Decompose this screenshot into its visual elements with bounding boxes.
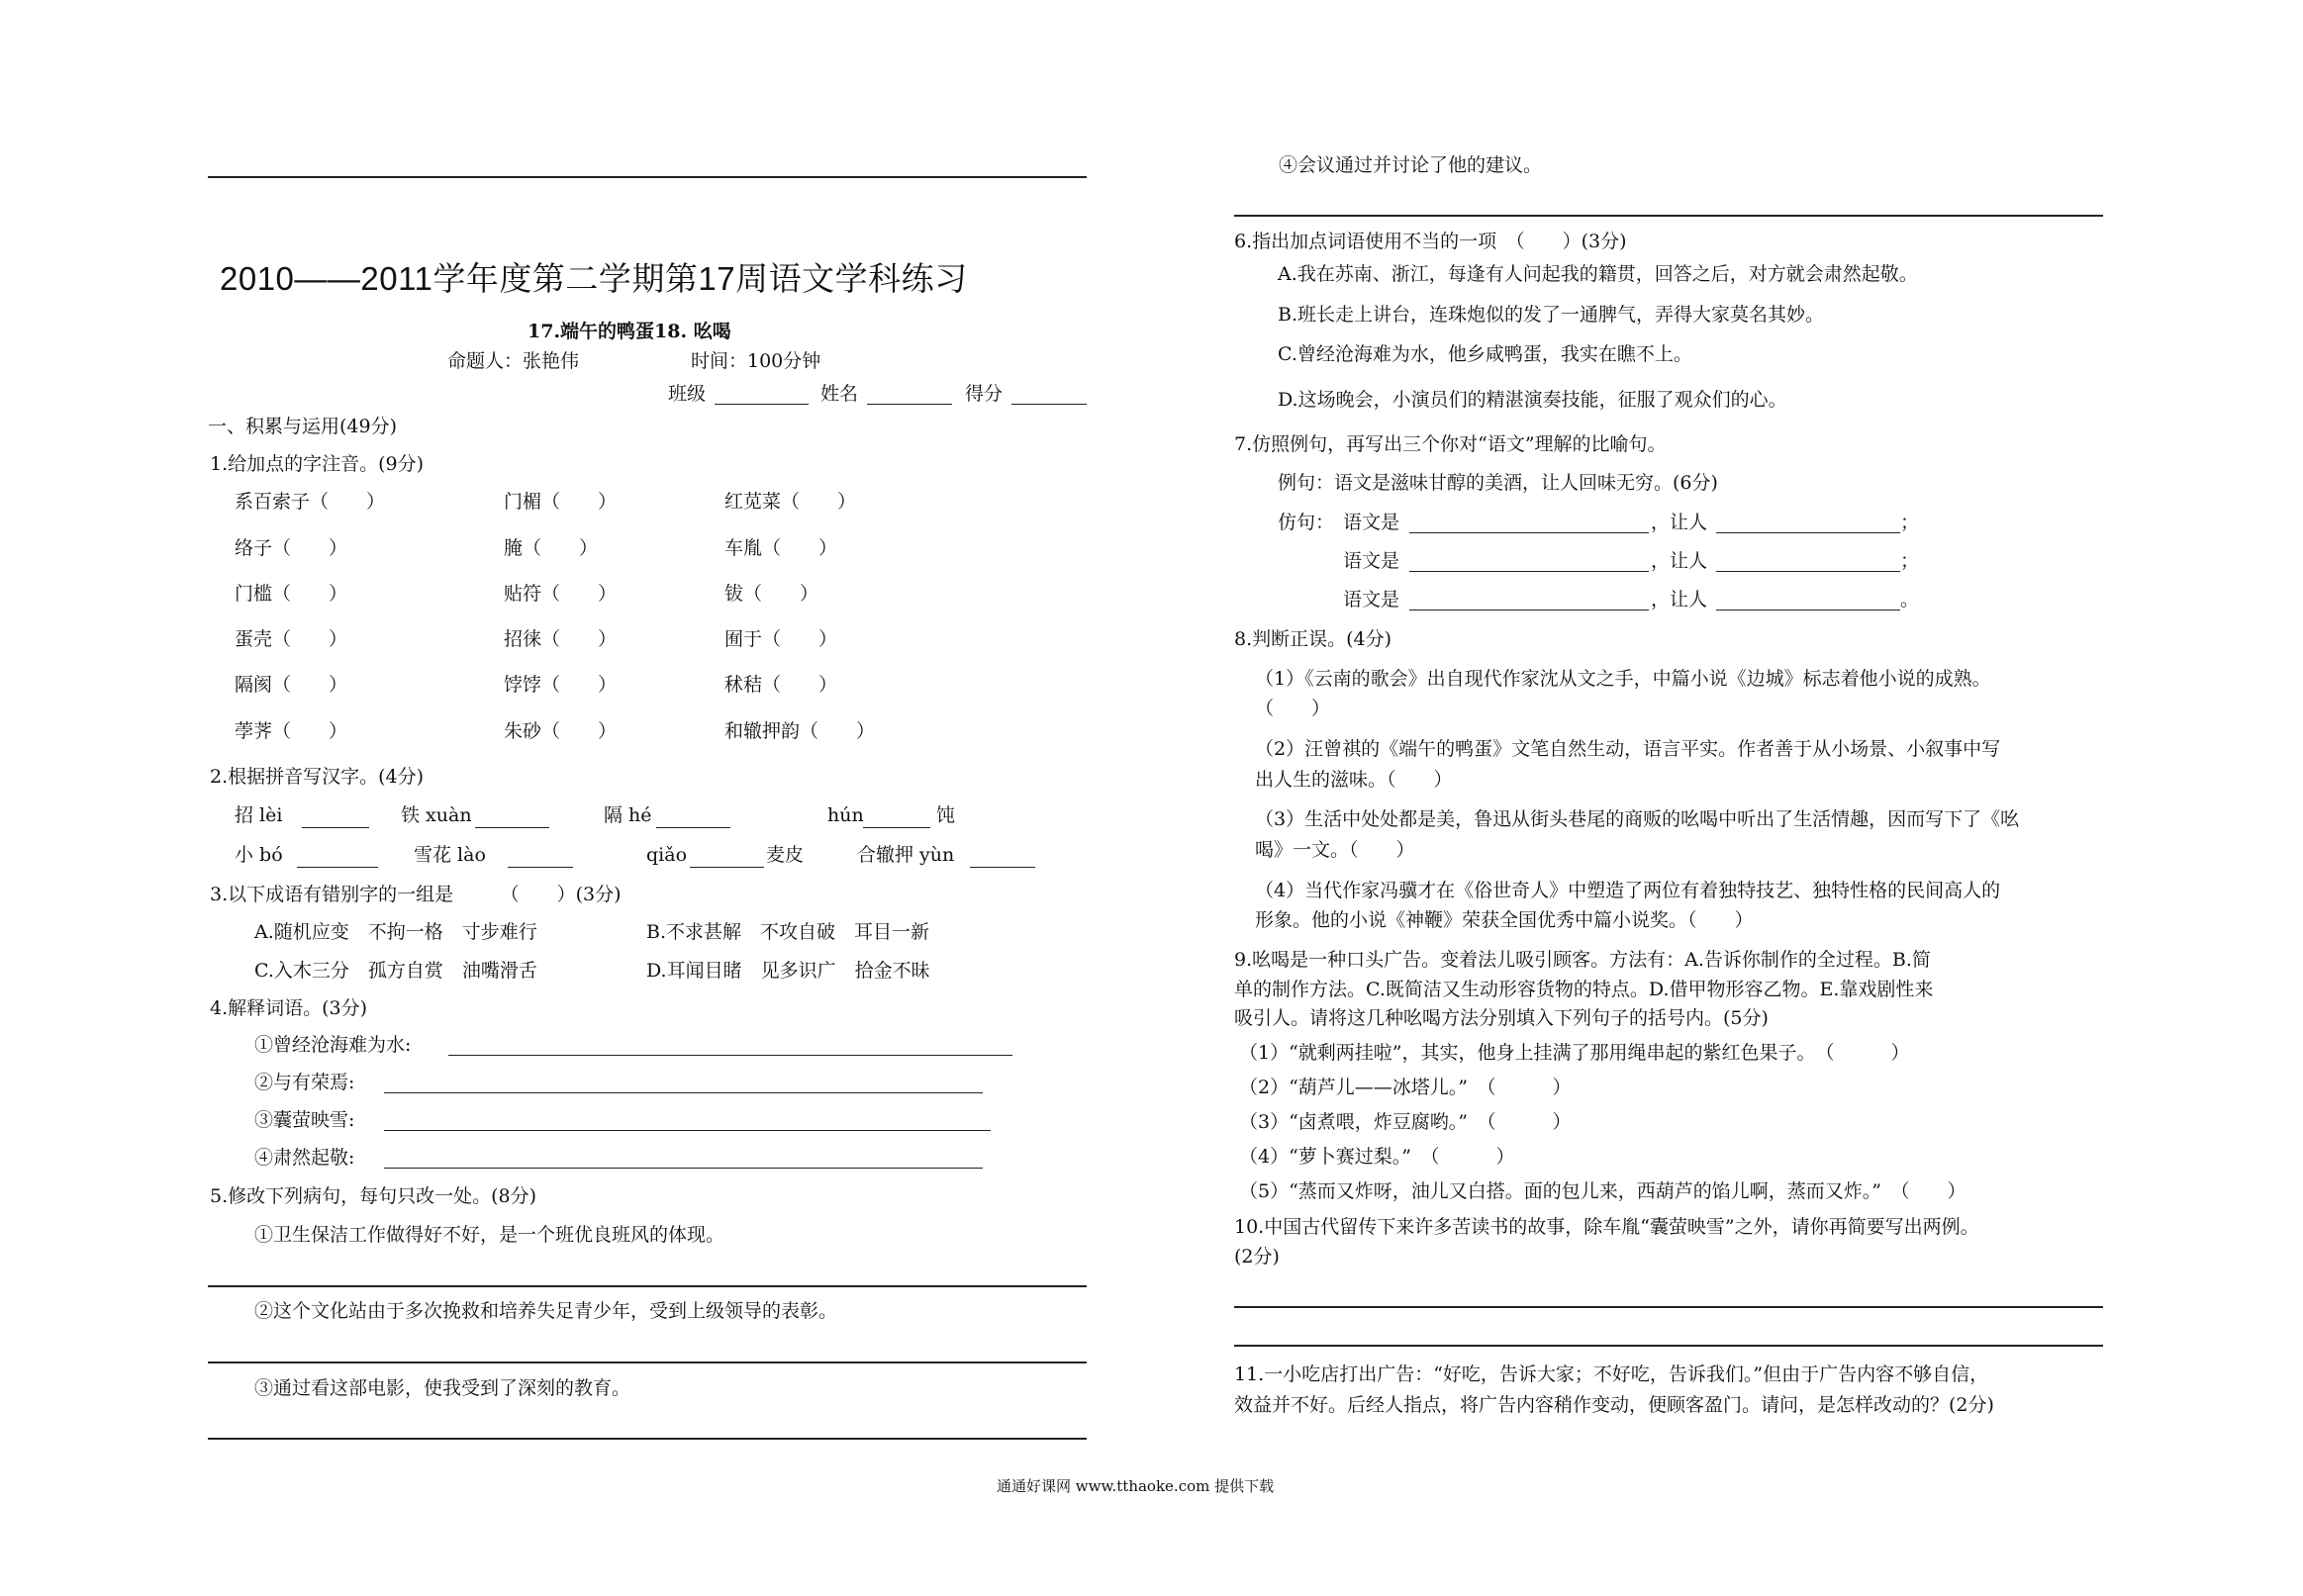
q8-line: 出人生的滋味。（ ） bbox=[1255, 769, 1453, 791]
question-11: 11.一小吃店打出广告：“好吃，告诉大家；不好吃，告诉我们。”但由于广告内容不够自信， bbox=[1234, 1363, 1989, 1385]
answer-blank[interactable] bbox=[863, 827, 930, 828]
q5-sentence: ③通过看这部电影，使我受到了深刻的教育。 bbox=[254, 1377, 631, 1399]
answer-blank[interactable] bbox=[302, 827, 369, 828]
q1-item: 门槛（ ） bbox=[235, 583, 348, 605]
q6-option: D.这场晚会，小演员们的精湛演奏技能，征服了观众们的心。 bbox=[1278, 389, 1787, 411]
q1-item: 络子（ ） bbox=[235, 537, 348, 559]
q8-line: （3）生活中处处都是美，鲁迅从街头巷尾的商贩的吆喝中听出了生活情趣，因而写下了《吆 bbox=[1255, 808, 2020, 830]
q7-mid: ，让人 bbox=[1651, 512, 1708, 533]
q9-item: （3）“卤煮喂，炸豆腐哟。” （ ） bbox=[1239, 1111, 1572, 1133]
q1-item: 腌（ ） bbox=[504, 537, 599, 559]
answer-blank[interactable] bbox=[1716, 571, 1900, 572]
pinyin-item: 雪花 lào bbox=[414, 844, 486, 866]
pinyin-item: 铁 xuàn bbox=[401, 804, 472, 826]
q1-item: 贴符（ ） bbox=[504, 583, 618, 605]
q6-option: B.班长走上讲台，连珠炮似的发了一通脾气，弄得大家莫名其妙。 bbox=[1278, 304, 1825, 326]
q3-option-d: D.耳闻目睹 见多识广 拾金不昧 bbox=[646, 960, 930, 982]
pinyin-item: hún bbox=[827, 804, 864, 826]
q7-end: ； bbox=[1900, 512, 1920, 533]
q1-item: 红苋菜（ ） bbox=[724, 491, 857, 513]
answer-blank[interactable] bbox=[475, 827, 549, 828]
q1-item: 饽饽（ ） bbox=[504, 674, 618, 696]
q8-line: 形象。他的小说《神鞭》荣获全国优秀中篇小说奖。（ ） bbox=[1255, 909, 1754, 931]
q7-mid: ，让人 bbox=[1651, 550, 1708, 572]
question-1: 1.给加点的字注音。(9分) bbox=[210, 453, 425, 475]
author-label: 命题人：张艳伟 bbox=[447, 350, 580, 372]
q7-prefix: 语文是 bbox=[1343, 550, 1400, 572]
answer-rule[interactable] bbox=[1234, 1306, 2103, 1308]
q5-sentence: ②这个文化站由于多次挽救和培养失足青少年，受到上级领导的表彰。 bbox=[254, 1300, 838, 1322]
pinyin-item: 合辙押 yùn bbox=[857, 844, 955, 866]
question-3: 3.以下成语有错别字的一组是 （ ）(3分) bbox=[210, 884, 622, 905]
question-9: 单的制作方法。C.既简洁又生动形容货物的特点。D.借甲物形容乙物。E.靠戏剧性来 bbox=[1234, 979, 1934, 1000]
q8-line: （ ） bbox=[1255, 698, 1331, 719]
question-10: (2分) bbox=[1234, 1246, 1280, 1267]
q7-prefix: 语文是 bbox=[1343, 512, 1400, 533]
question-11: 效益并不好。后经人指点，将广告内容稍作变动，便顾客盈门。请问，是怎样改动的？(2分) bbox=[1234, 1394, 1994, 1416]
answer-line[interactable] bbox=[384, 1168, 983, 1169]
q7-end: ； bbox=[1900, 550, 1920, 572]
name-field[interactable] bbox=[867, 404, 952, 405]
pinyin-item: 招 lèi bbox=[235, 804, 283, 826]
q4-term: ③囊萤映雪: bbox=[254, 1109, 355, 1131]
q4-term: ④肃然起敬: bbox=[254, 1147, 355, 1169]
answer-blank[interactable] bbox=[508, 867, 573, 868]
q1-item: 钹（ ） bbox=[724, 583, 819, 605]
q1-item: 隔阂（ ） bbox=[235, 674, 348, 696]
subtitle: 17.端午的鸭蛋18. 吆喝 bbox=[528, 321, 731, 342]
answer-blank[interactable] bbox=[1409, 532, 1649, 533]
q6-option: C.曾经沧海难为水，他乡咸鸭蛋，我实在瞧不上。 bbox=[1278, 343, 1692, 365]
q9-item: （4）“萝卜赛过梨。” （ ） bbox=[1239, 1146, 1515, 1168]
question-8: 8.判断正误。(4分) bbox=[1234, 628, 1392, 650]
pinyin-item: qiǎo bbox=[646, 844, 688, 866]
q3-option-c: C.入木三分 孤方自赏 油嘴滑舌 bbox=[254, 960, 537, 982]
q1-item: 秫秸（ ） bbox=[724, 674, 838, 696]
q1-item: 朱砂（ ） bbox=[504, 720, 618, 742]
q4-term: ①曾经沧海难为水: bbox=[254, 1034, 412, 1056]
q7-end: 。 bbox=[1900, 589, 1920, 610]
q5-sentence: ④会议通过并讨论了他的建议。 bbox=[1279, 154, 1543, 176]
class-label: 班级 bbox=[668, 383, 707, 405]
q9-item: （5）“蒸而又炸呀，油儿又白搭。面的包儿来，西葫芦的馅儿啊，蒸而又炸。” （ ） bbox=[1239, 1180, 1967, 1202]
answer-rule[interactable] bbox=[208, 1361, 1087, 1363]
q1-item: 蛋壳（ ） bbox=[235, 628, 348, 650]
q1-item: 招徕（ ） bbox=[504, 628, 618, 650]
question-5: 5.修改下列病句，每句只改一处。(8分) bbox=[210, 1185, 537, 1207]
answer-blank[interactable] bbox=[690, 867, 764, 868]
answer-line[interactable] bbox=[448, 1055, 1012, 1056]
question-9: 吸引人。请将这几种吆喝方法分别填入下列句子的括号内。(5分) bbox=[1234, 1007, 1769, 1029]
question-4: 4.解释词语。(3分) bbox=[210, 997, 368, 1019]
q5-sentence: ①卫生保洁工作做得好不好，是一个班优良班风的体现。 bbox=[254, 1224, 725, 1246]
question-2: 2.根据拼音写汉字。(4分) bbox=[210, 766, 425, 788]
class-field[interactable] bbox=[715, 404, 809, 405]
pinyin-item: 麦皮 bbox=[766, 844, 805, 866]
question-9: 9.吆喝是一种口头广告。变着法儿吸引顾客。方法有：A.告诉你制作的全过程。B.简 bbox=[1234, 949, 1931, 971]
answer-blank[interactable] bbox=[297, 867, 378, 868]
q8-line: 喝》一文。（ ） bbox=[1255, 839, 1415, 861]
answer-blank[interactable] bbox=[1716, 532, 1900, 533]
question-10: 10.中国古代留传下来许多苦读书的故事，除车胤“囊萤映雪”之外，请你再简要写出两例。 bbox=[1234, 1216, 1979, 1238]
q1-item: 囿于（ ） bbox=[724, 628, 838, 650]
q3-option-b: B.不求甚解 不攻自破 耳目一新 bbox=[646, 921, 930, 943]
question-6: 6.指出加点词语使用不当的一项 （ ）(3分) bbox=[1234, 231, 1627, 252]
q1-item: 门楣（ ） bbox=[504, 491, 618, 513]
q9-item: （2）“葫芦儿——冰塔儿。” （ ） bbox=[1239, 1077, 1572, 1098]
q1-item: 和辙押韵（ ） bbox=[724, 720, 876, 742]
question-7: 7.仿照例句，再写出三个你对“语文”理解的比喻句。 bbox=[1234, 433, 1667, 455]
q1-item: 车胤（ ） bbox=[724, 537, 838, 559]
q8-line: （2）汪曾祺的《端午的鸭蛋》文笔自然生动，语言平实。作者善于从小场景、小叙事中写 bbox=[1255, 738, 2001, 760]
pinyin-item: 小 bó bbox=[235, 844, 283, 866]
answer-blank[interactable] bbox=[656, 827, 730, 828]
q9-item: （1）“就剩两挂啦”，其实，他身上挂满了那用绳串起的紫红色果子。 （ ） bbox=[1239, 1042, 1910, 1064]
q3-option-a: A.随机应变 不拘一格 寸步难行 bbox=[254, 921, 537, 943]
q4-term: ②与有荣焉: bbox=[254, 1072, 355, 1093]
score-label: 得分 bbox=[965, 383, 1004, 405]
section-heading: 一、积累与运用(49分) bbox=[208, 416, 398, 437]
q7-prefix: 语文是 bbox=[1343, 589, 1400, 610]
name-label: 姓名 bbox=[820, 383, 859, 405]
pinyin-item: 隔 hé bbox=[604, 804, 652, 826]
answer-blank[interactable] bbox=[970, 867, 1035, 868]
score-field[interactable] bbox=[1011, 404, 1087, 405]
top-rule-left bbox=[208, 176, 1087, 178]
pinyin-item: 饨 bbox=[936, 804, 956, 826]
answer-line[interactable] bbox=[384, 1130, 991, 1131]
time-label: 时间：100分钟 bbox=[691, 350, 821, 372]
q1-item: 系百索子（ ） bbox=[235, 491, 386, 513]
answer-rule[interactable] bbox=[208, 1438, 1087, 1440]
q7-example: 例句：语文是滋味甘醇的美酒，让人回味无穷。(6分) bbox=[1278, 472, 1718, 494]
page-title: 2010——2011学年度第二学期第17周语文学科练习 bbox=[220, 260, 968, 297]
answer-rule[interactable] bbox=[1234, 1345, 2103, 1347]
footer: 通通好课网 www.tthaoke.com 提供下载 bbox=[997, 1477, 1275, 1495]
q1-item: 荸荠（ ） bbox=[235, 720, 348, 742]
q6-option: A.我在苏南、浙江，每逢有人问起我的籍贯，回答之后，对方就会肃然起敬。 bbox=[1278, 263, 1918, 285]
q7-mid: ，让人 bbox=[1651, 589, 1708, 610]
q8-line: （1）《云南的歌会》出自现代作家沈从文之手，中篇小说《边城》标志着他小说的成熟。 bbox=[1255, 668, 1991, 690]
q7-imitate-label: 仿句： bbox=[1278, 512, 1335, 533]
answer-rule[interactable] bbox=[1234, 215, 2103, 217]
answer-rule[interactable] bbox=[208, 1285, 1087, 1287]
answer-blank[interactable] bbox=[1409, 571, 1649, 572]
answer-line[interactable] bbox=[384, 1092, 983, 1093]
q8-line: （4）当代作家冯骥才在《俗世奇人》中塑造了两位有着独特技艺、独特性格的民间高人的 bbox=[1255, 880, 2001, 901]
